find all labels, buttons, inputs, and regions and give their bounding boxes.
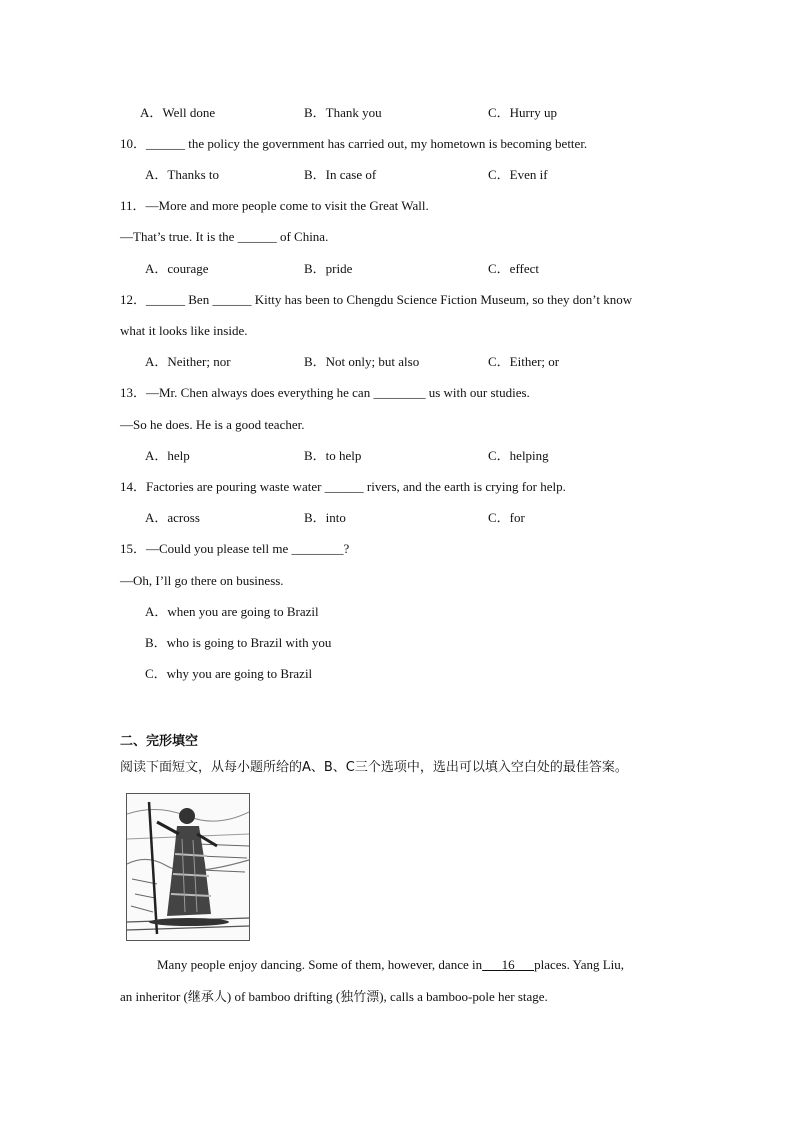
q10-option-a: A．Thanks to (145, 167, 220, 182)
q13-response: —So he does. He is a good teacher. (120, 417, 305, 432)
section-title: 二、完形填空 (120, 734, 199, 749)
q14-option-b: B．into (304, 510, 346, 525)
q15-option-b: B．who is going to Brazil with you (145, 635, 332, 650)
q11-option-b: B．pride (304, 261, 353, 276)
passage-text-before-blank: Many people enjoy dancing. Some of them, however, dance in (157, 957, 483, 972)
passage-text-after-blank: places. Yang Liu, (534, 957, 625, 972)
q11-option-a: A．courage (145, 261, 209, 276)
q12-stem: 12．______ Ben ______ Kitty has been to Chengdu Science Fiction Museum, so they don’t know (120, 292, 633, 307)
q10-option-c: C．Even if (488, 167, 548, 182)
q12-option-b: B．Not only; but also (304, 354, 420, 369)
q11-stem: 11．—More and more people come to visit the Great Wall. (120, 198, 429, 213)
q13-option-a: A．help (145, 448, 190, 463)
q13-stem: 13．—Mr. Chen always does everything he can ________ us with our studies. (120, 385, 530, 400)
q9-option-c: C．Hurry up (488, 105, 557, 120)
q13-option-c: C．helping (488, 448, 549, 463)
q15-response: —Oh, I’ll go there on business. (120, 573, 284, 588)
blank-16-number: 16 (501, 957, 515, 972)
bamboo-drifting-photo (126, 793, 250, 941)
q10-stem: 10．______ the policy the government has carried out, my hometown is becoming better. (120, 136, 588, 151)
q14-option-c: C．for (488, 510, 525, 525)
q12-stem-cont: what it looks like inside. (120, 323, 248, 338)
q11-option-c: C．effect (488, 261, 540, 276)
q15-stem: 15．—Could you please tell me ________? (120, 541, 350, 556)
passage-line-1 (157, 957, 624, 973)
q13-option-b: B．to help (304, 448, 362, 463)
q14-stem: 14．Factories are pouring waste water ______ rivers, and the earth is crying for help. (120, 479, 566, 494)
q9-option-b: B．Thank you (304, 105, 382, 120)
q15-option-a: A．when you are going to Brazil (145, 604, 319, 619)
q11-response: —That’s true. It is the ______ of China. (120, 229, 329, 244)
q12-option-a: A．Neither; nor (145, 354, 231, 369)
section-instruction: 阅读下面短文，从每小题所给的A、B、C三个选项中，选出可以填入空白处的最佳答案。 (120, 760, 628, 775)
q9-option-a: A．Well done (140, 105, 216, 120)
q10-option-b: B．In case of (304, 167, 377, 182)
q12-option-c: C．Either; or (488, 354, 560, 369)
blank-16 (482, 957, 534, 972)
q14-option-a: A．across (145, 510, 200, 525)
passage-line-2: an inheritor (继承人) of bamboo drifting (独竹漂), calls a bamboo-pole her stage. (120, 989, 548, 1004)
q15-option-c: C．why you are going to Brazil (145, 666, 313, 681)
